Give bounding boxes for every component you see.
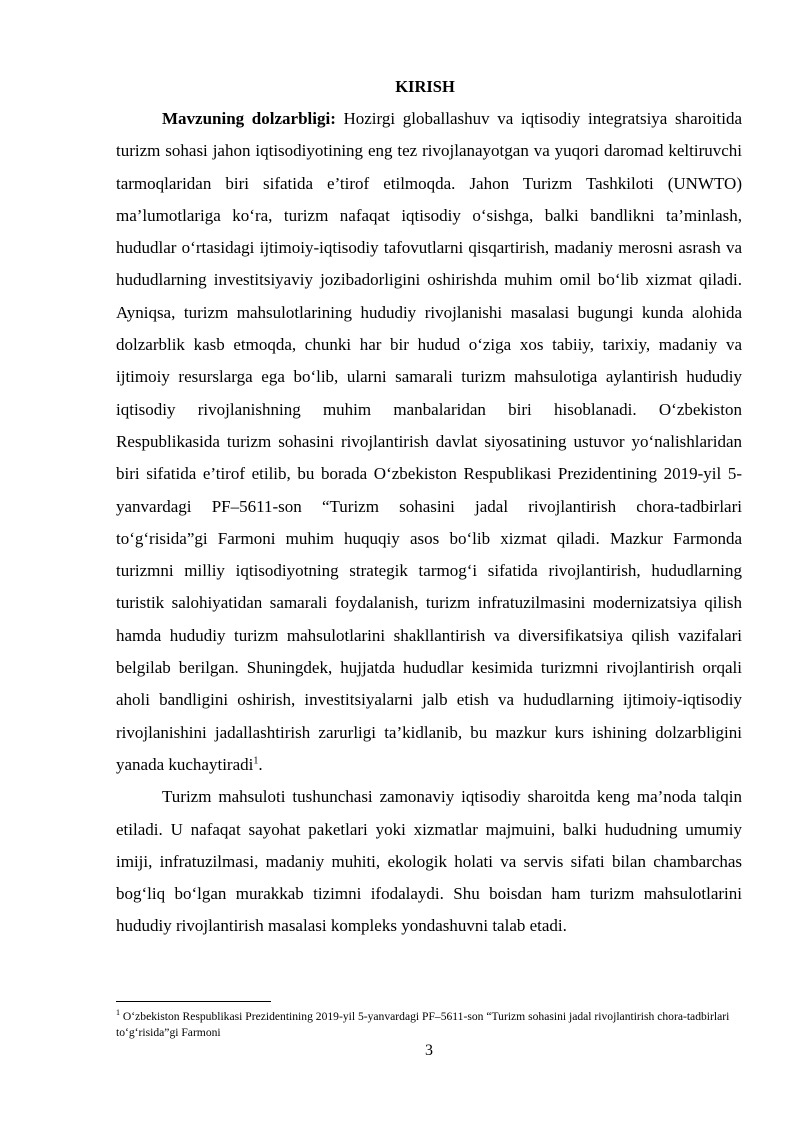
section-heading: KIRISH: [395, 77, 455, 96]
paragraph-text: Hozirgi globallashuv va iqtisodiy integratsiya sharoitida turizm sohasi jahon iqtisodiyotining eng tez rivojlanayotgan va yuqori daromad keltiruvchi tarmoqlaridan biri sifatida e’tirof etilmoqda. Jahon Turizm Tashkiloti (UNWTO) ma’lumotlariga ko‘ra, turizm nafaqat iqtisodiy o‘sishga, balki bandlikni ta’minlash, hududlar o‘rtasidagi ijtimoiy-iqtisodiy tafovutlarni qisqartirish, madaniy merosni asrash va hududlarning investitsiyaviy jozibadorligini oshirishda muhim omil bo‘lib xizmat qiladi. Ayniqsa, turizm mahsulotlarining hududiy rivojlanishi masalasi bugungi kunda alohida dolzarblik kasb etmoqda, chunki har bir hudud o‘ziga xos tabiiy, tarixiy, madaniy va ijtimoiy resurslarga ega bo‘lib, ularni samarali turizm mahsulotiga aylantirish hududiy iqtisodiy rivojlanishning muhim manbalaridan biri hisoblanadi. O‘zbekiston Respublikasida turizm sohasini rivojlantirish davlat siyosatining ustuvor yo‘nalishlaridan biri sifatida e’tirof etilib, bu borada O‘zbekiston Respublikasi Prezidentining 2019-yil 5-yanvardagi PF–5611-son “Turizm sohasini jadal rivojlantirish chora-tadbirlari to‘g‘risida”gi Farmoni muhim huquqiy asos bo‘lib xizmat qiladi. Mazkur Farmonda turizmni milliy iqtisodiyotning strategik tarmog‘i sifatida rivojlantirish, hududlarning turistik salohiyatidan samarali foydalanish, turizm infratuzilmasini modernizatsiya qilish hamda hududiy turizm mahsulotlarini shakllantirish va diversifikatsiya qilish vazifalari belgilab berilgan. Shuningdek, hujjatda hududlar kesimida turizmni rivojlantirish orqali aholi bandligini oshirish, investitsiyalarni jalb etish va hududlarning ijtimoiy-iqtisodiy rivojlanishini jadallashtirish zarurligi ta’kidlanib, bu mazkur kurs ishining dolzarbligini yanada kuchaytiradi: [116, 109, 742, 774]
footnote-divider: [116, 1001, 271, 1002]
footnote-text: O‘zbekiston Respublikasi Prezidentining 2019-yil 5-yanvardagi PF–5611-son “Turizm sohasini jadal rivojlantirish chora-tadbirlari to‘g‘risida”gi Farmoni: [116, 1010, 730, 1039]
footnote-reference[interactable]: 1: [253, 755, 259, 767]
page-number: 3: [425, 1042, 433, 1059]
paragraph-end: .: [258, 754, 263, 774]
paragraph-tourism-product: Turizm mahsuloti tushunchasi zamonaviy iqtisodiy sharoitda keng ma’noda talqin etiladi. U nafaqat sayohat paketlari yoki xizmatlar majmuini, balki hududning umumiy imiji, infratuzilmasi, madaniy muhiti, ekologik holati va servis sifati bilan chambarchas bog‘liq bo‘lgan murakkab tizimni ifodalaydi. Shu boisdan ham turizm mahsulotlarini hududiy rivojlantirish masalasi kompleks yondashuvni talab etadi.: [116, 787, 742, 936]
paragraph-relevance: [116, 103, 742, 781]
footnote-marker: 1: [116, 1008, 120, 1018]
paragraph-lead: Mavzuning dolzarbligi:: [162, 109, 336, 128]
footnote: [116, 1009, 746, 1041]
body-text: [116, 103, 742, 943]
